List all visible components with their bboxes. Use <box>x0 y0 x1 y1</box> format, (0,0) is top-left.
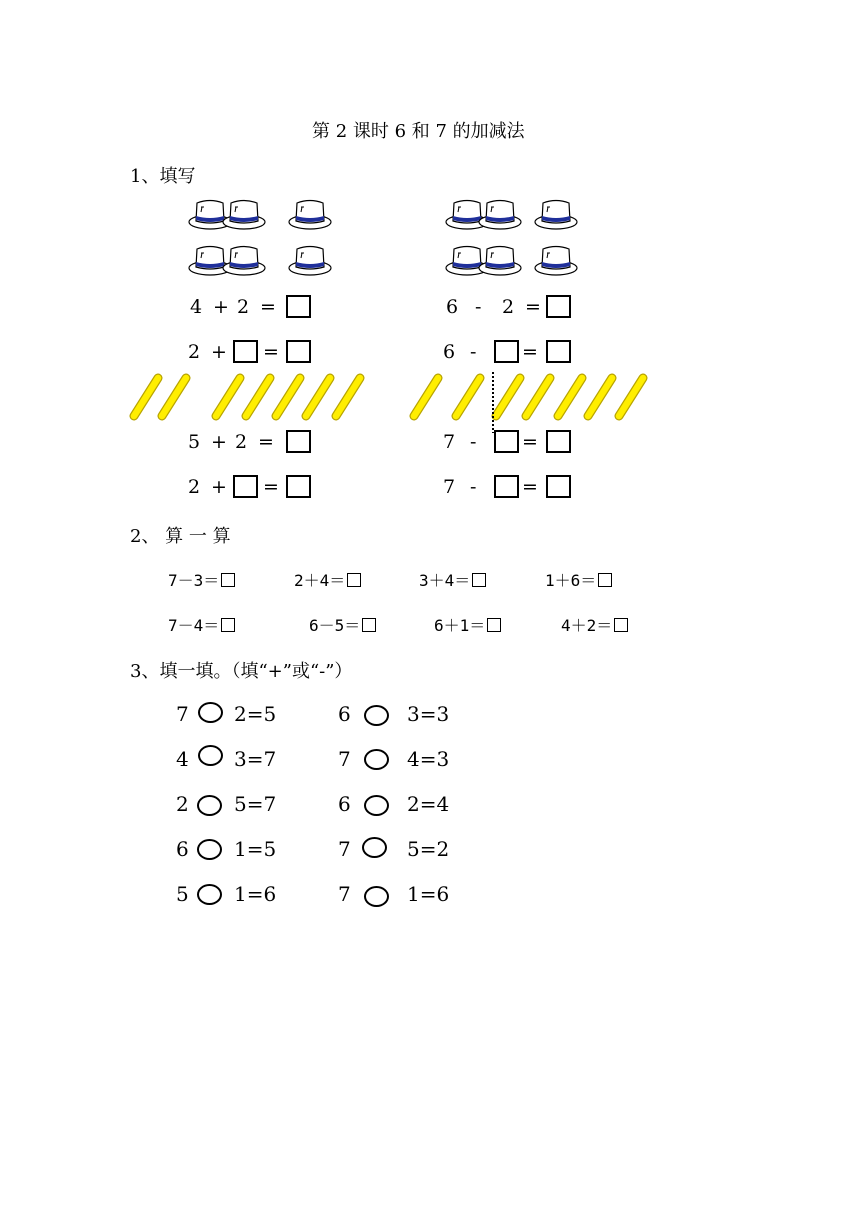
stick-icon <box>496 378 520 416</box>
answer-box[interactable] <box>286 475 311 498</box>
answer-box[interactable] <box>233 475 258 498</box>
operator-circle[interactable] <box>364 705 389 726</box>
calc-item <box>419 568 486 591</box>
calc-item <box>294 568 361 591</box>
answer-box[interactable] <box>546 340 571 363</box>
hat-icon <box>289 247 331 276</box>
stick-icon <box>276 378 300 416</box>
stick-icon <box>456 378 480 416</box>
eq-left-4-a: 2 <box>188 476 201 498</box>
eq-left-1-eq: = <box>260 296 276 318</box>
answer-box[interactable] <box>347 573 361 587</box>
fill-left-rest: 1=5 <box>234 837 277 861</box>
hat-icon <box>479 247 521 276</box>
hat-icon <box>479 201 521 230</box>
fill-right-a: 7 <box>338 747 351 771</box>
eq-right-3-a: 7 <box>443 431 456 453</box>
stick-icon <box>588 378 612 416</box>
eq-left-2-eq: = <box>263 341 279 363</box>
operator-circle[interactable] <box>197 795 222 816</box>
calc-text: 4＋2＝ <box>561 616 613 635</box>
stick-icon <box>162 378 186 416</box>
stick-icon <box>526 378 550 416</box>
fill-right-rest: 4=3 <box>407 747 450 771</box>
fill-right-a: 6 <box>338 702 351 726</box>
eq-left-4-op: + <box>211 476 227 498</box>
fill-right-rest: 2=4 <box>407 792 450 816</box>
eq-left-2-op: + <box>211 341 227 363</box>
fill-right-rest: 5=2 <box>407 837 450 861</box>
eq-right-1-op: - <box>475 296 482 318</box>
eq-right-1-eq: = <box>525 296 541 318</box>
answer-box[interactable] <box>286 295 311 318</box>
hat-icon <box>223 201 265 230</box>
answer-box[interactable] <box>546 475 571 498</box>
fill-left-rest: 2=5 <box>234 702 277 726</box>
hat-group-right <box>446 201 577 276</box>
calc-item <box>168 568 235 591</box>
section2-heading: 2、 算 一 算 <box>130 526 231 547</box>
hat-icon <box>535 247 577 276</box>
stick-icon <box>619 378 643 416</box>
fill-right-a: 6 <box>338 792 351 816</box>
fill-right-rest: 1=6 <box>407 882 450 906</box>
answer-box[interactable] <box>494 340 519 363</box>
operator-circle[interactable] <box>197 884 222 905</box>
calc-text: 6＋1＝ <box>434 616 486 635</box>
answer-box[interactable] <box>546 430 571 453</box>
stick-group-left <box>134 378 360 416</box>
eq-left-4-eq: = <box>263 476 279 498</box>
stick-icon <box>414 378 438 416</box>
fill-left-a: 6 <box>176 837 189 861</box>
stick-icon <box>134 378 158 416</box>
eq-left-3-a: 5 <box>188 431 201 453</box>
answer-box[interactable] <box>494 430 519 453</box>
eq-right-2-eq: = <box>522 341 538 363</box>
fill-left-a: 4 <box>176 747 189 771</box>
illustration-layer <box>0 0 860 520</box>
answer-box[interactable] <box>487 618 501 632</box>
eq-right-1-b: 2 <box>502 296 515 318</box>
operator-circle[interactable] <box>197 839 222 860</box>
eq-right-2-a: 6 <box>443 341 456 363</box>
operator-circle[interactable] <box>198 702 223 723</box>
fill-right-a: 7 <box>338 882 351 906</box>
answer-box[interactable] <box>598 573 612 587</box>
calc-text: 1＋6＝ <box>545 571 597 590</box>
fill-left-a: 7 <box>176 702 189 726</box>
calc-item <box>434 613 501 636</box>
calc-text: 2＋4＝ <box>294 571 346 590</box>
eq-left-3-eq: = <box>258 431 274 453</box>
answer-box[interactable] <box>286 340 311 363</box>
answer-box[interactable] <box>233 340 258 363</box>
calc-text: 3＋4＝ <box>419 571 471 590</box>
hat-icon <box>223 247 265 276</box>
hat-group-left <box>189 201 331 276</box>
hat-icon <box>535 201 577 230</box>
fill-left-rest: 1=6 <box>234 882 277 906</box>
calc-item <box>168 613 235 636</box>
calc-item <box>545 568 612 591</box>
eq-right-2-op: - <box>470 341 477 363</box>
hat-icon <box>289 201 331 230</box>
answer-box[interactable] <box>221 618 235 632</box>
eq-right-4-eq: = <box>522 476 538 498</box>
answer-box[interactable] <box>221 573 235 587</box>
operator-circle[interactable] <box>362 837 387 858</box>
stick-group-right <box>414 378 643 416</box>
eq-right-4-a: 7 <box>443 476 456 498</box>
eq-left-3-b: 2 <box>235 431 248 453</box>
fill-right-rest: 3=3 <box>407 702 450 726</box>
stick-icon <box>246 378 270 416</box>
calc-text: 7－4＝ <box>168 616 220 635</box>
stick-icon <box>216 378 240 416</box>
answer-box[interactable] <box>286 430 311 453</box>
operator-circle[interactable] <box>198 745 223 766</box>
eq-left-1-a: 4 <box>190 296 203 318</box>
fill-left-rest: 3=7 <box>234 747 277 771</box>
fill-left-a: 2 <box>176 792 189 816</box>
stick-icon <box>558 378 582 416</box>
operator-circle[interactable] <box>364 886 389 907</box>
eq-left-1-b: 2 <box>237 296 250 318</box>
answer-box[interactable] <box>494 475 519 498</box>
eq-left-2-a: 2 <box>188 341 201 363</box>
eq-right-3-eq: = <box>522 431 538 453</box>
fill-right-a: 7 <box>338 837 351 861</box>
eq-right-1-a: 6 <box>446 296 459 318</box>
calc-item <box>309 613 376 636</box>
answer-box[interactable] <box>362 618 376 632</box>
operator-circle[interactable] <box>364 795 389 816</box>
answer-box[interactable] <box>546 295 571 318</box>
eq-left-1-op: + <box>213 296 229 318</box>
page-title: 第 2 课时 6 和 7 的加减法 <box>312 121 525 142</box>
fill-left-rest: 5=7 <box>234 792 277 816</box>
stick-icon <box>336 378 360 416</box>
stick-icon <box>306 378 330 416</box>
calc-text: 7－3＝ <box>168 571 220 590</box>
fill-left-a: 5 <box>176 882 189 906</box>
section3-heading: 3、填一填。（填“+”或“-”） <box>130 661 353 682</box>
answer-box[interactable] <box>472 573 486 587</box>
operator-circle[interactable] <box>364 749 389 770</box>
calc-text: 6－5＝ <box>309 616 361 635</box>
answer-box[interactable] <box>614 618 628 632</box>
eq-right-4-op: - <box>470 476 477 498</box>
section1-heading: 1、填写 <box>130 166 196 187</box>
eq-right-3-op: - <box>470 431 477 453</box>
eq-left-3-op: + <box>211 431 227 453</box>
calc-item <box>561 613 628 636</box>
